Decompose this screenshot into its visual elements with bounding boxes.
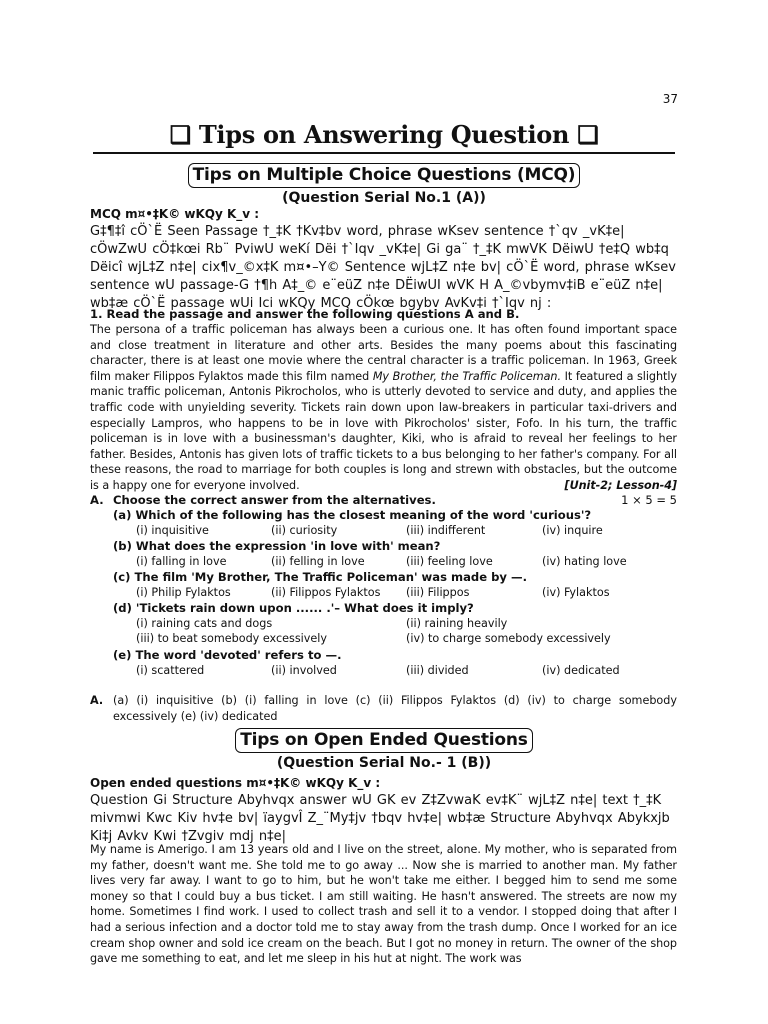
option: (iv) hating love [542, 555, 627, 568]
option: (iv) to charge somebody excessively [406, 632, 611, 645]
question-c: (c) The film 'My Brother, The Traffic Policeman' was made by —. [113, 570, 527, 584]
option: (iii) Filippos [406, 586, 470, 599]
option: (iv) inquire [542, 524, 603, 537]
question-b: (b) What does the expression 'in love with' mean? [113, 539, 441, 553]
question-d: (d) 'Tickets rain down upon ...... .'– What does it imply? [113, 601, 474, 615]
unit-lesson-row [90, 478, 677, 494]
mcq-title-wrap [0, 163, 768, 188]
mcq-instruction: 1. Read the passage and answer the following questions A and B. [90, 307, 520, 321]
mcq-passage [90, 322, 677, 494]
option: (ii) involved [271, 664, 337, 677]
option: (i) falling in love [136, 555, 227, 568]
mcq-section-title: Tips on Multiple Choice Questions (MCQ) [188, 163, 581, 188]
section-a-title: Choose the correct answer from the alternatives. [113, 493, 436, 507]
passage-text-rest: It featured a slightly manic traffic policeman, Antonis Pikrocholos, who is utterly devoted to service and duty, and applies the traffic code with unyielding severity. Tickets rain down upon law-breakers in particular taxi-drivers and especially Lampros, who happens to be in love with Pikrocholos' sister, Fofo. In his turn, the traffic policeman is in love with a businessman's daughter, Kiki, who is afraid to reveal her feelings to her father. Besides, Antonis has given lots of traffic tickets to a bus belonging to her father's company. For all these reasons, the road to marriage for both couples is long and strewn with obstacles, but the outcome is a happy one for everyone involved. [90, 369, 677, 492]
option: (iii) feeling love [406, 555, 493, 568]
open-serial: (Question Serial No.- 1 (B)) [276, 755, 492, 771]
open-section-title: Tips on Open Ended Questions [235, 728, 532, 753]
option: (ii) Filippos Fylaktos [271, 586, 381, 599]
open-title-wrap [0, 728, 768, 753]
answer-block [90, 693, 677, 724]
open-intro: Question Gi Structure Abyhvqx answer wU GK ev Z‡ZvwaK ev‡K¨ wjL‡Z n‡e| text †_‡K mivmwi Kwc Kiv hv‡e bv| ïaygvÎ Z_¨My‡jv †bqv hv‡e| wb‡æ Structure Abyhvqx Abykxjb Ki‡j Avkv Kwi †Zvgiv mdj n‡e| [90, 793, 670, 844]
option: (i) raining cats and dogs [136, 617, 273, 630]
option: (i) scattered [136, 664, 205, 677]
option: (ii) curiosity [271, 524, 338, 537]
option: (iv) Fylaktos [542, 586, 610, 599]
marks: 1 × 5 = 5 [621, 493, 677, 507]
question-a: (a) Which of the following has the closest meaning of the word 'curious'? [113, 508, 592, 522]
title-rule [93, 152, 675, 154]
question-e: (e) The word 'devoted' refers to —. [113, 648, 342, 662]
option: (ii) felling in love [271, 555, 365, 568]
answer-text: (a) (i) inquisitive (b) (i) falling in love (c) (ii) Filippos Fylaktos (d) (iv) to charge somebody excessively (e) (iv) dedicated [113, 694, 677, 723]
mcq-serial: (Question Serial No.1 (A)) [282, 190, 486, 206]
open-heading: Open ended questions m¤•‡K© wKQy K_v : [90, 776, 381, 790]
page-title: ❑ Tips on Answering Question ❑ [169, 120, 599, 149]
section-a-label: A. [90, 493, 104, 507]
mcq-intro: G‡¶‡î cÖ`Ë Seen Passage †_‡K †Kv‡bv word, phrase wKsev sentence †`qv _vK‡e| cÖwZwU cÖ‡kœi Rb¨ PviwU weKí Dëi †`Iqv _vK‡e| Gi ga¨ †_‡K mwVK DëiwU †e‡Q wb‡q Dëicî wjL‡Z n‡e| cix¶v_©x‡K m¤•–Y© Sentence wjL‡Z n‡e bv| cÖ`Ë word, phrase wKsev sentence wU passage-G †¶h A‡_© e¨eüZ n‡e DËiwUI wVK H A_©vbymv‡iB e¨eüZ n‡e| wb‡æ cÖ`Ë passage wUi Ici wKQy MCQ cÖkœ bgybv AvKv‡i †`Iqv nj : [90, 224, 676, 311]
open-passage: My name is Amerigo. I am 13 years old and I live on the street, alone. My mother, who is separated from my father, doesn't want me. She told me to go away ... Now she is married to another man. My father lives very far away. I want to go to him, but he won't take me either. I begged him to send me some money so that I could buy a bus ticket. I am still waiting. He hasn't answered. The streets are now my home. Sometimes I find work. I used to collect trash and sell it to a vendor. I stopped doing that after I had a serious infection and a doctor told me to stay away from the trash dump. Once I worked for an ice cream shop owner and sold ice cream on the beach. But I got no money in return. The owner of the shop gave me something to eat, and let me sleep in his hut at night. The work was [90, 843, 677, 966]
option: (iii) to beat somebody excessively [136, 632, 328, 645]
option: (iv) dedicated [542, 664, 620, 677]
option: (iii) divided [406, 664, 469, 677]
page-number: 37 [662, 92, 678, 106]
option: (i) inquisitive [136, 524, 209, 537]
option: (iii) indifferent [406, 524, 486, 537]
passage-text: The persona of a traffic policeman has always been a curious one. It has often found important space and close treatment in literature and other arts. Besides the many poems about this fascinating character, there is at least one movie where the central character is a traffic policeman. In 1963, Greek film maker Filippos Fylaktos made this film named [90, 323, 677, 383]
option: (i) Philip Fylaktos [136, 586, 231, 599]
answer-label: A. [90, 694, 104, 707]
option: (ii) raining heavily [406, 617, 508, 630]
film-title: My Brother, the Traffic Policeman. [372, 369, 561, 383]
unit-lesson-tag: [Unit-2; Lesson-4] [564, 479, 677, 492]
mcq-heading: MCQ m¤•‡K© wKQy K_v : [90, 207, 260, 221]
